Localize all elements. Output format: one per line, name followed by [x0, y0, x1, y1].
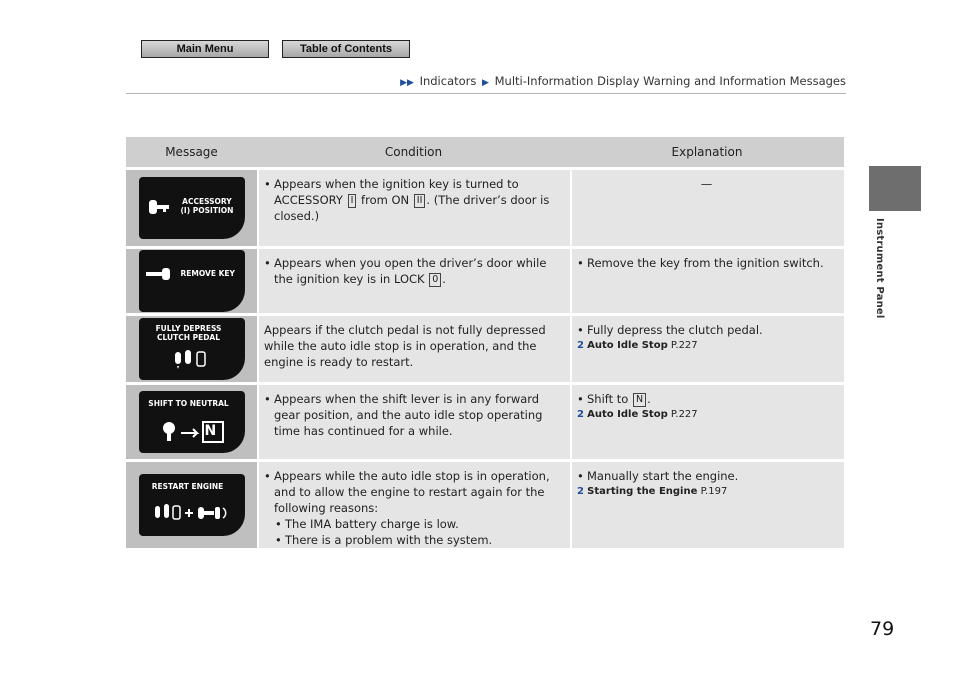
explanation-cell [570, 316, 844, 382]
list-item: • Manually start the engine. [577, 469, 739, 483]
remove-key-display-image [139, 250, 245, 312]
list-item: • Appears when the ignition key is turned to ACCESSORY I from ON II . (The driver’s door is closed.) [264, 177, 550, 223]
reference-arrow-icon: 2 [577, 340, 584, 351]
cross-reference-link[interactable]: 2 Starting the Engine P.197 [577, 486, 728, 497]
main-menu-button[interactable]: Main Menu [141, 40, 269, 58]
neutral-gear-letter: N [204, 423, 217, 439]
restart-engine-icon [153, 502, 233, 526]
column-header-condition: Condition [384, 145, 443, 159]
explanation-cell [570, 462, 844, 548]
page-number: 79 [870, 618, 895, 640]
list-item: • Fully depress the clutch pedal. [577, 323, 763, 337]
display-text-line: RESTART ENGINE [151, 482, 224, 491]
condition-text: Appears if the clutch pedal is not fully depressed while the auto idle stop is in operation, and the engine is ready to restart. [264, 323, 546, 369]
ignition-position-keycap: II [414, 194, 426, 208]
cross-reference-link[interactable]: 2 Auto Idle Stop P.227 [577, 409, 698, 420]
explanation-cell [570, 249, 844, 313]
list-item: • Shift to N . [577, 392, 651, 406]
column-header-explanation: Explanation [671, 145, 743, 159]
display-text-line: ACCESSORY [182, 197, 232, 206]
restart-engine-display-image [139, 474, 245, 536]
message-display-cell [126, 385, 257, 459]
list-item: • There is a problem with the system. [275, 533, 493, 547]
cross-reference-link[interactable]: 2 Auto Idle Stop P.227 [577, 340, 698, 351]
sidebar-tab-marker [869, 166, 921, 211]
breadcrumb-arrow-icon: ▶▶ [400, 78, 414, 88]
sidebar-section-label: Instrument Panel [874, 218, 885, 319]
breadcrumb-arrow-icon: ▶ [482, 78, 489, 88]
message-display-cell [126, 462, 257, 548]
column-header-message: Message [165, 145, 218, 159]
table-header [126, 137, 844, 167]
table-row [126, 316, 844, 382]
breadcrumb [398, 74, 846, 88]
key-icon [147, 197, 171, 217]
explanation-text: Fully depress the clutch pedal. [587, 323, 763, 337]
explanation-cell [570, 385, 844, 459]
accessory-position-display-image [139, 177, 245, 239]
message-display-cell [126, 170, 257, 246]
message-display-cell [126, 316, 257, 382]
shift-lever-icon [159, 419, 229, 445]
clutch-pedal-icon [171, 348, 211, 370]
display-text-line: REMOVE KEY [180, 269, 235, 278]
list-item: • The IMA battery charge is low. [275, 517, 459, 531]
table-row [126, 462, 844, 548]
table-row [126, 249, 844, 313]
list-item: • Appears while the auto idle stop is in operation, and to allow the engine to restart again for the following reasons: [264, 468, 560, 516]
condition-cell [257, 249, 570, 313]
condition-cell [257, 170, 570, 246]
display-text-line: (I) POSITION [180, 206, 234, 215]
ignition-position-keycap: 0 [429, 273, 441, 287]
depress-clutch-display-image [139, 318, 245, 380]
explanation-text: Remove the key from the ignition switch. [587, 256, 824, 270]
display-text-line: SHIFT TO NEUTRAL [148, 399, 229, 408]
condition-cell [257, 462, 570, 548]
ignition-position-keycap: I [348, 194, 357, 208]
display-text-line: CLUTCH PEDAL [156, 333, 221, 342]
table-row [126, 385, 844, 459]
message-table [126, 137, 844, 548]
header-divider [126, 93, 846, 94]
key-icon [145, 267, 173, 281]
explanation-cell [570, 170, 844, 246]
reference-arrow-icon: 2 [577, 486, 584, 497]
list-item: • Appears when the shift lever is in any forward gear position, and the auto idle stop operating time has continued for a while. [264, 391, 560, 439]
breadcrumb-indicators-link[interactable]: Indicators [419, 74, 477, 88]
reference-arrow-icon: 2 [577, 409, 584, 420]
message-display-cell [126, 249, 257, 313]
explanation-text: Manually start the engine. [587, 469, 739, 483]
list-item: • Remove the key from the ignition switch. [577, 256, 824, 270]
condition-text: Appears when the shift lever is in any forward gear position, and the auto idle stop operating time has continued for a while. [274, 392, 543, 438]
table-of-contents-button[interactable]: Table of Contents [282, 40, 410, 58]
shift-to-neutral-display-image [139, 391, 245, 453]
condition-cell [257, 316, 570, 382]
list-item: • Appears when you open the driver’s door while the ignition key is in LOCK 0 . [264, 256, 547, 286]
gear-keycap: N [633, 393, 646, 407]
display-text-line: FULLY DEPRESS [155, 324, 222, 333]
explanation-text: — [700, 177, 713, 191]
table-row [126, 170, 844, 246]
condition-cell [257, 385, 570, 459]
breadcrumb-section-title: Multi-Information Display Warning and Information Messages [494, 74, 846, 88]
condition-text: Appears while the auto idle stop is in operation, and to allow the engine to restart again for the following reasons: [274, 469, 550, 515]
